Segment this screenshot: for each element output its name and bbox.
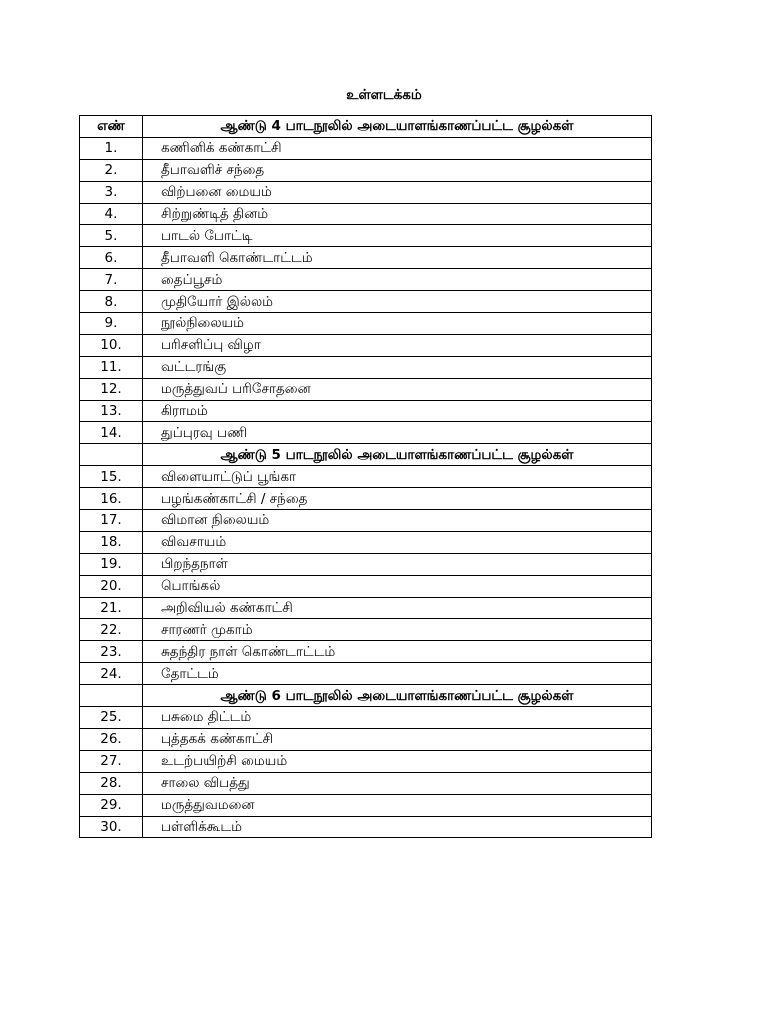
table-row [80,707,652,729]
page-title: உள்ளடக்கம் [346,87,422,103]
table-row [80,203,652,225]
table-row [80,400,652,422]
row-topic: உடற்பயிற்சி மையம் [143,750,652,772]
row-number: 27. [80,750,143,772]
row-topic: மருத்துவப் பரிசோதனை [143,378,652,400]
row-topic: பொங்கல் [143,575,652,597]
row-topic: தீபாவளிச் சந்தை [143,159,652,181]
table-row [80,619,652,641]
row-topic: விளையாட்டுப் பூங்கா [143,466,652,488]
row-topic: புத்தகக் கண்காட்சி [143,728,652,750]
row-number: 28. [80,772,143,794]
table-row [80,181,652,203]
row-topic: பசுமை திட்டம் [143,707,652,729]
row-number: 15. [80,466,143,488]
table-row [80,597,652,619]
row-number: 12. [80,378,143,400]
table-row [80,137,652,159]
table-row [80,356,652,378]
row-number: 25. [80,707,143,729]
row-number: 1. [80,137,143,159]
row-number: 19. [80,553,143,575]
row-number: 21. [80,597,143,619]
table-row [80,663,652,685]
row-number: 11. [80,356,143,378]
table-row [80,159,652,181]
table-row [80,488,652,510]
row-topic: கிராமம் [143,400,652,422]
table-row [80,531,652,553]
table-row [80,269,652,291]
empty-number-cell [80,444,143,466]
table-row [80,247,652,269]
row-number: 7. [80,269,143,291]
row-number: 9. [80,313,143,335]
row-number: 20. [80,575,143,597]
row-topic: தைப்பூசம் [143,269,652,291]
row-topic: வட்டரங்கு [143,356,652,378]
row-number: 18. [80,531,143,553]
row-topic: அறிவியல் கண்காட்சி [143,597,652,619]
row-number: 4. [80,203,143,225]
table-row [80,772,652,794]
row-number: 13. [80,400,143,422]
row-topic: சாலை விபத்து [143,772,652,794]
row-number: 17. [80,510,143,532]
row-number: 3. [80,181,143,203]
row-number: 16. [80,488,143,510]
table-row [80,466,652,488]
row-number: 22. [80,619,143,641]
row-topic: பரிசளிப்பு விழா [143,334,652,356]
row-number: 30. [80,816,143,838]
table-body [80,137,652,838]
row-number: 8. [80,291,143,313]
section-heading-year-4: ஆண்டு 4 பாடநூலில் அடையாளங்காணப்பட்ட சூழல்கள் [143,116,652,138]
section-heading-row [80,685,652,707]
table-row [80,575,652,597]
row-number: 10. [80,334,143,356]
table-row [80,794,652,816]
row-number: 2. [80,159,143,181]
row-topic: துப்புரவு பணி [143,422,652,444]
table-row [80,422,652,444]
table-header-row [80,116,652,138]
row-topic: விவசாயம் [143,531,652,553]
table-row [80,750,652,772]
table-row [80,553,652,575]
number-column-header: எண் [80,116,143,138]
row-topic: பாடல் போட்டி [143,225,652,247]
table-row [80,816,652,838]
empty-number-cell [80,685,143,707]
row-topic: பழங்கண்காட்சி / சந்தை [143,488,652,510]
table-row [80,334,652,356]
row-topic: விமான நிலையம் [143,510,652,532]
section-heading: ஆண்டு 6 பாடநூலில் அடையாளங்காணப்பட்ட சூழல்கள் [143,685,652,707]
row-topic: நூல்நிலையம் [143,313,652,335]
row-number: 23. [80,641,143,663]
row-topic: சுதந்திர நாள் கொண்டாட்டம் [143,641,652,663]
section-heading-row [80,444,652,466]
table-row [80,641,652,663]
row-topic: தோட்டம் [143,663,652,685]
row-number: 29. [80,794,143,816]
table-row [80,313,652,335]
row-topic: பள்ளிக்கூடம் [143,816,652,838]
row-topic: மருத்துவமனை [143,794,652,816]
row-number: 14. [80,422,143,444]
row-number: 24. [80,663,143,685]
table-row [80,378,652,400]
row-topic: கணினிக் கண்காட்சி [143,137,652,159]
row-number: 26. [80,728,143,750]
row-topic: முதியோர் இல்லம் [143,291,652,313]
row-topic: விற்பனை மையம் [143,181,652,203]
table-row [80,291,652,313]
row-topic: தீபாவளி கொண்டாட்டம் [143,247,652,269]
table-row [80,728,652,750]
row-number: 6. [80,247,143,269]
table-row [80,510,652,532]
row-topic: சிற்றுண்டித் தினம் [143,203,652,225]
row-topic: சாரணர் முகாம் [143,619,652,641]
row-topic: பிறந்தநாள் [143,553,652,575]
section-heading: ஆண்டு 5 பாடநூலில் அடையாளங்காணப்பட்ட சூழல்கள் [143,444,652,466]
row-number: 5. [80,225,143,247]
table-row [80,225,652,247]
contents-table [79,115,652,838]
